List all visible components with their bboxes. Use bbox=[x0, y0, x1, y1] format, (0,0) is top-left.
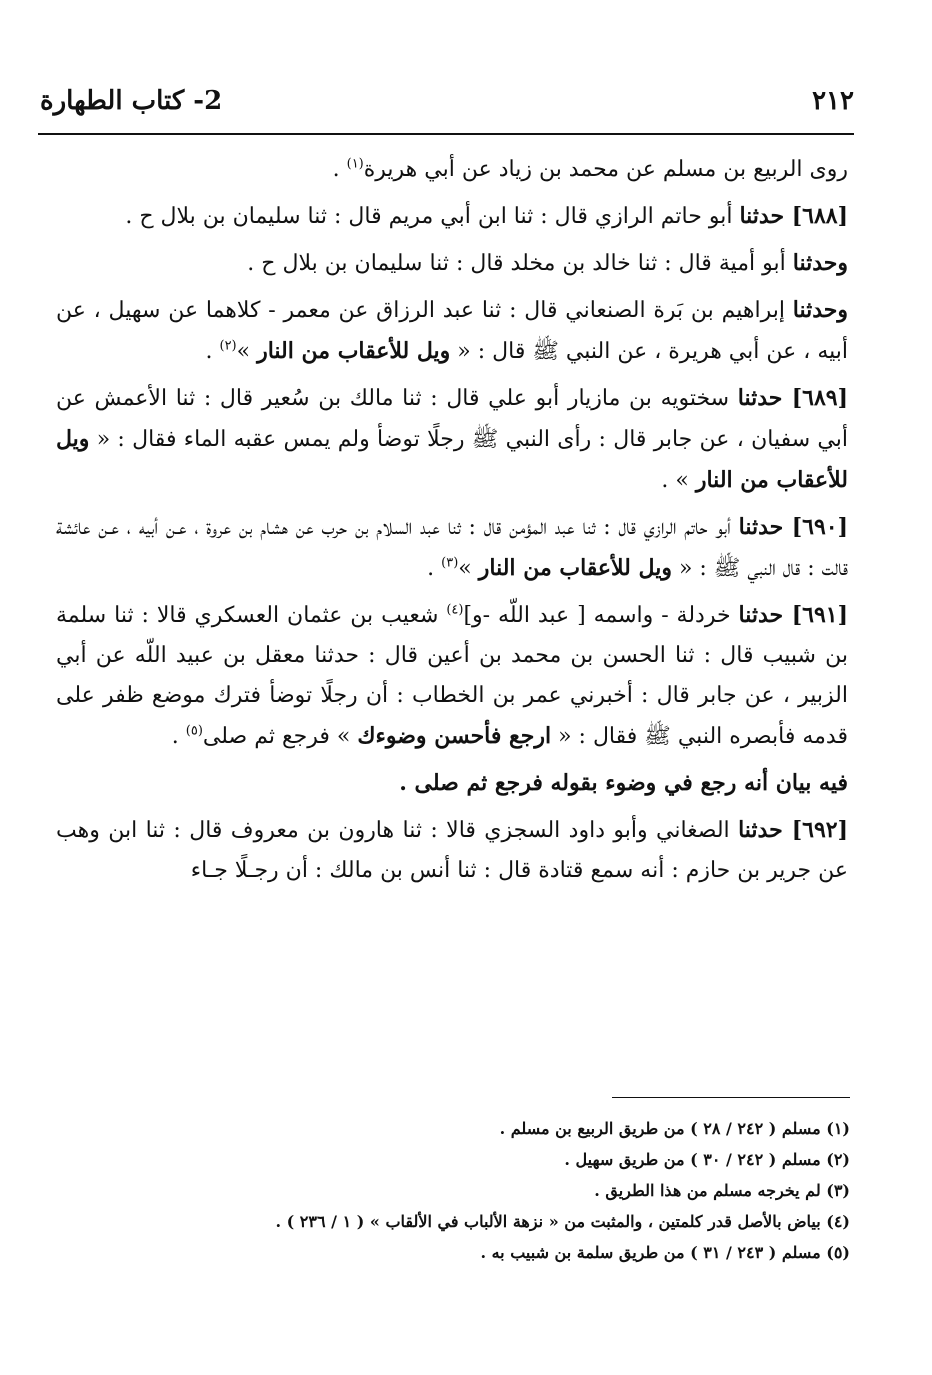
text-run: خردلة - واسمه [ عبد اللّه -و] bbox=[463, 603, 739, 628]
text-run: » bbox=[458, 556, 479, 581]
footnote-divider bbox=[612, 1097, 850, 1098]
footnote-item: (١) مسلم ( ٢٤٢ / ٢٨ ) من طريق الربيع بن مسلم . bbox=[499, 1119, 850, 1138]
text-run: أبو أمية قال : ثنا خالد بن مخلد قال : ثنا سليمان بن بلال ح . bbox=[247, 251, 793, 276]
paragraph bbox=[56, 378, 848, 501]
paragraph bbox=[56, 810, 848, 891]
bold-text: [٦٩٠] حدثنا bbox=[738, 514, 848, 540]
bold-text: فيه بيان أنه رجع في وضوء بقوله فرجع ثم صلى . bbox=[399, 770, 848, 796]
footnote-item: (٥) مسلم ( ٢٤٣ / ٣١ ) من طريق سلمة بن شبيب به . bbox=[480, 1243, 850, 1262]
text-run: سختويه بن مازيار أبو علي قال : ثنا مالك بن سُعير قال : ثنا الأعمش عن أبي سفيان ، عن جابر قال : رأى النبي ﷺ رجلًا توضأ ولم يمس عقبه الماء فقال : « bbox=[56, 386, 848, 452]
text-run: . bbox=[332, 157, 347, 182]
text-run: . bbox=[205, 339, 220, 364]
paragraph bbox=[56, 595, 848, 757]
bold-text: [٦٩١] حدثنا bbox=[738, 602, 848, 628]
text-run: أبو حاتم الرازي قال : ثنا عبد المؤمن قال : ثنا عبد السلام بن حرب عن هشام بن عروة ، عـن أبيه ، عـن عائشة قالت : قال النبي ﷺ : « bbox=[56, 515, 848, 581]
bold-text: ارجع فأحسن وضوءك bbox=[357, 723, 552, 749]
bold-text: ويل للأعقاب من النار bbox=[478, 555, 672, 581]
page-number: ٢١٢ bbox=[812, 86, 854, 116]
paragraph bbox=[56, 150, 848, 190]
footnote-marker[interactable]: (٤) bbox=[446, 602, 464, 618]
text-run: أبو حاتم الرازي قال : ثنا ابن أبي مريم قال : ثنا سليمان بن بلال ح . bbox=[125, 204, 740, 229]
paragraph bbox=[56, 196, 848, 237]
header-divider bbox=[38, 133, 854, 135]
page-header bbox=[40, 72, 854, 128]
paragraph bbox=[56, 290, 848, 372]
bold-text: ويل للأعقاب من النار bbox=[56, 426, 848, 493]
bold-text: وحدثنا bbox=[792, 250, 848, 276]
paragraph bbox=[56, 763, 848, 804]
paragraph bbox=[56, 243, 848, 284]
paragraph bbox=[56, 507, 848, 589]
bold-text: [٦٨٨] حدثنا bbox=[739, 203, 848, 229]
text-run: شعيب بن عثمان العسكري قالا : ثنا سلمة بن شبيب قال : ثنا الحسن بن محمد بن أعين قال : حدثنا معقل بن عبيد اللّه عن أبي الزبير ، عن جابر قال : أخبرني عمر بن الخطاب : أن رجلًا توضأ فترك موضع ظفر على قدمه فأبصره النبي ﷺ فقال : « bbox=[56, 603, 848, 749]
text-run: » فرجع ثم صلى bbox=[202, 724, 358, 749]
chapter-title: 2- كتاب الطهارة bbox=[40, 86, 223, 116]
text-run: . bbox=[427, 556, 442, 581]
footnotes bbox=[60, 1113, 850, 1268]
text-run: » bbox=[236, 339, 258, 364]
footnote-item: (٣) لم يخرجه مسلم من هذا الطريق . bbox=[594, 1181, 850, 1200]
text-run: إبراهيم بن بَرة الصنعاني قال : ثنا عبد الرزاق عن معمر - كلاهما عن سهيل ، عن أبيه ، عن أبي هريرة ، عن النبي ﷺ قال : « bbox=[56, 298, 848, 364]
footnote-marker[interactable]: (٥) bbox=[185, 723, 203, 739]
footnote-marker[interactable]: (٣) bbox=[441, 555, 459, 571]
footnote-marker[interactable]: (١) bbox=[346, 156, 364, 172]
bold-text: وحدثنا bbox=[792, 297, 848, 323]
text-run: روى الربيع بن مسلم عن محمد بن زياد عن أبي هريرة bbox=[363, 157, 848, 182]
bold-text: [٦٨٩] حدثنا bbox=[737, 385, 848, 411]
text-run: الصغاني وأبو داود السجزي قالا : ثنا هارون بن معروف قال : ثنا ابن وهب عن جرير بن حازم : أنه سمع قتادة قال : ثنا أنس بن مالك : أن رجـلًا جـاء bbox=[56, 818, 848, 883]
footnote-item: (٢) مسلم ( ٢٤٢ / ٣٠ ) من طريق سهيل . bbox=[564, 1150, 850, 1169]
footnote-marker[interactable]: (٢) bbox=[219, 338, 237, 354]
text-run: . bbox=[171, 724, 186, 749]
bold-text: [٦٩٢] حدثنا bbox=[738, 817, 849, 843]
main-text bbox=[56, 150, 848, 897]
bold-text: ويل للأعقاب من النار bbox=[257, 338, 451, 364]
text-run: » . bbox=[661, 468, 696, 493]
footnote-item: (٤) بياض بالأصل قدر كلمتين ، والمثبت من « نزهة الألباب في الألقاب » ( ١ / ٢٣٦ ) . bbox=[275, 1212, 850, 1231]
